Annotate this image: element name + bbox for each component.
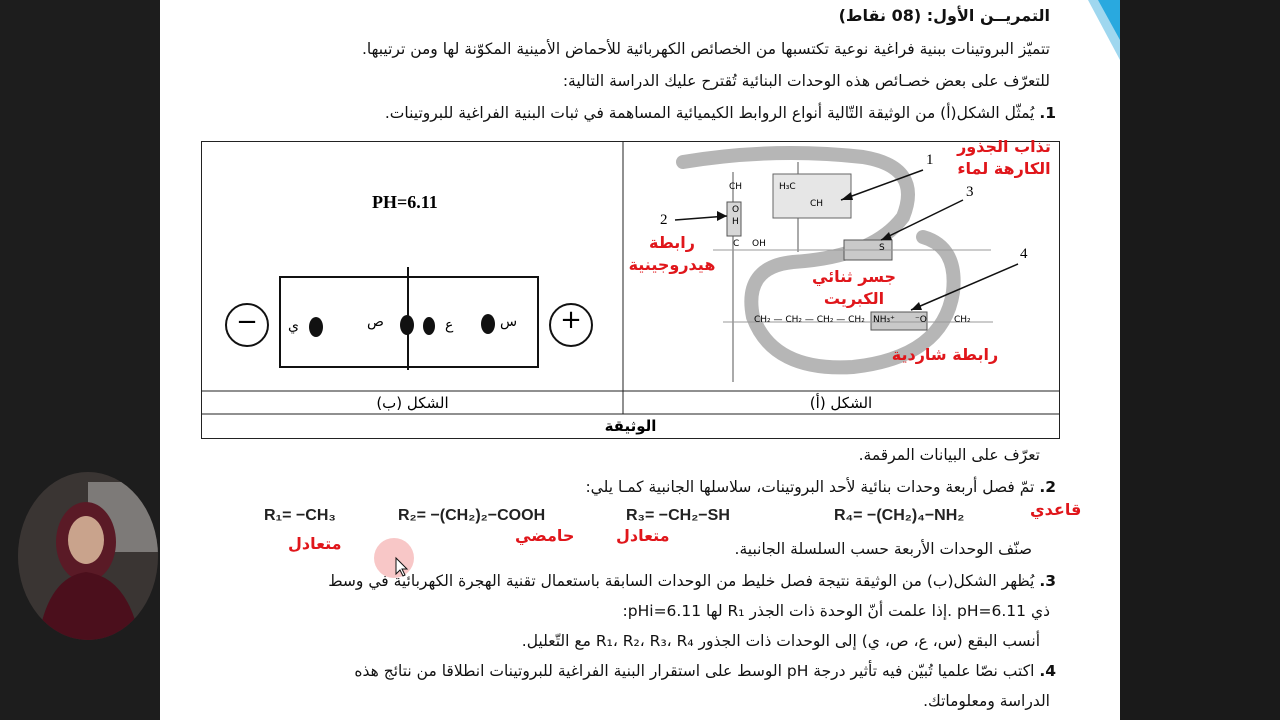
label-r4-basic: قاعدي: [1030, 500, 1082, 519]
document-figure: [201, 137, 1060, 439]
label-r2-acidic: حامضي: [515, 526, 575, 545]
chem-oh: OH: [752, 239, 766, 249]
spot-ain: [423, 317, 435, 335]
spot-ya: [309, 317, 323, 337]
question-4-number: 4.: [1039, 662, 1056, 680]
spot-label-sad: ص: [367, 314, 384, 330]
figure-b-label: الشكل (ب): [376, 394, 449, 412]
chem-ch2-right: CH₂: [954, 315, 971, 325]
document-caption: الوثيقة: [604, 417, 657, 435]
intro-line-1: تتميّز البروتينات ببنية فراغية نوعية تكتسبها من الخصائص الكهربائية للأحماض الأمينية المكوّنة لها ومن ترتيبها.: [361, 40, 1050, 58]
spot-label-ain: ع: [445, 317, 454, 333]
chem-c: C: [733, 239, 740, 249]
chem-o-minus: ⁻O: [915, 315, 927, 325]
formula-r4: R₄= −(CH₂)₄−NH₂: [834, 507, 965, 524]
spot-sad: [400, 315, 414, 335]
question-1-text: يُمثّل الشكل(أ) من الوثيقة التّالية أنواع الروابط الكيميائية المساهمة في ثبات البنية الفراغية للبروتينات.: [384, 104, 1035, 122]
question-2: [585, 478, 1056, 496]
annotation-ionic-bond: رابطة شاردية: [891, 345, 999, 364]
formula-r2: R₂= −(CH₂)₂−COOH: [398, 507, 546, 524]
question-3-number: 3.: [1039, 572, 1056, 590]
marker-number-1: 1: [926, 152, 934, 168]
annotation-hydrogen-bond: رابطة هيدروجينية: [628, 233, 716, 274]
chem-ch: CH: [810, 199, 824, 209]
spot-label-sin: س: [500, 314, 518, 330]
marker-number-2: 2: [660, 212, 668, 228]
chem-nh3: NH₃⁺: [873, 315, 895, 325]
chem-s: S: [879, 243, 885, 253]
intro-line-2: للتعرّف على بعض خصـائص هذه الوحدات البنائية تُقترح عليك الدراسة التالية:: [562, 72, 1050, 90]
identify-task: تعرّف على البيانات المرقمة.: [858, 446, 1040, 464]
formula-r3: R₃= −CH₂−SH: [626, 507, 730, 524]
chem-h3c: H₃C: [779, 182, 796, 192]
question-4-line-1: [354, 662, 1056, 680]
question-3-text: يُظهر الشكل(ب) من الوثيقة نتيجة فصل خليط من الوحدات السابقة باستعمال تقنية الهجرة الكهربائية في وسط: [328, 572, 1035, 590]
chem-ch2-top: CH: [729, 182, 743, 192]
spot-sin: [481, 314, 495, 334]
question-1: [385, 104, 1056, 122]
question-3-task: أنسب البقع (س، ع، ص، ي) إلى الوحدات ذات الجذور R₁، R₂، R₃، R₄ مع التّعليل.: [521, 632, 1040, 650]
question-2-number: 2.: [1039, 478, 1056, 496]
marker-number-3: 3: [966, 184, 974, 200]
formula-r1: R₁= −CH₃: [264, 507, 336, 524]
question-2-text: تمّ فصل أربعة وحدات بنائية لأحد البروتينات، سلاسلها الجانبية كمـا يلي:: [585, 478, 1035, 496]
annotation-disulfide-bridge: جسر ثنائي الكبريت: [811, 267, 897, 308]
ph-label: PH=6.11: [372, 192, 438, 212]
question-4-text: اكتب نصّا علميا تُبيّن فيه تأثير درجة pH الوسط على استقرار البنية الفراغية للبروتينات انطلاقا من نتائج هذه: [354, 662, 1035, 680]
negative-electrode-icon: −: [236, 307, 258, 337]
positive-electrode-icon: +: [560, 305, 582, 335]
chem-o: O: [732, 205, 740, 215]
decorative-corner-accent: [1088, 0, 1120, 60]
document-page: [160, 0, 1120, 720]
question-3-line-2: ذي pH=6.11 .إذا علمت أنّ الوحدة ذات الجذر R₁ لها pHi=6.11:: [622, 602, 1050, 620]
figure-a-label: الشكل (أ): [809, 394, 873, 412]
chem-h: H: [732, 217, 739, 227]
question-1-number: 1.: [1039, 104, 1056, 122]
marker-number-4: 4: [1020, 246, 1028, 262]
label-r1-neutral: متعادل: [288, 534, 342, 553]
label-r3-neutral: متعادل: [616, 526, 670, 545]
electrophoresis-figure: [202, 142, 623, 391]
chem-chain: CH₂ — CH₂ — CH₂ — CH₂: [754, 315, 865, 325]
presenter-webcam: [18, 472, 158, 640]
question-3-line-1: [328, 572, 1056, 590]
annotation-hydrophobic: تذاب الجذور الكارهة لماء: [957, 137, 1051, 178]
exercise-title: التمريــن الأول: (08 نقاط): [838, 6, 1050, 25]
question-4-line-2: الدراسة ومعلوماتك.: [923, 692, 1050, 710]
spot-label-ya: ي: [288, 318, 299, 334]
right-background: [1120, 0, 1280, 720]
classify-task: صنّف الوحدات الأربعة حسب السلسلة الجانبية.: [734, 540, 1032, 558]
